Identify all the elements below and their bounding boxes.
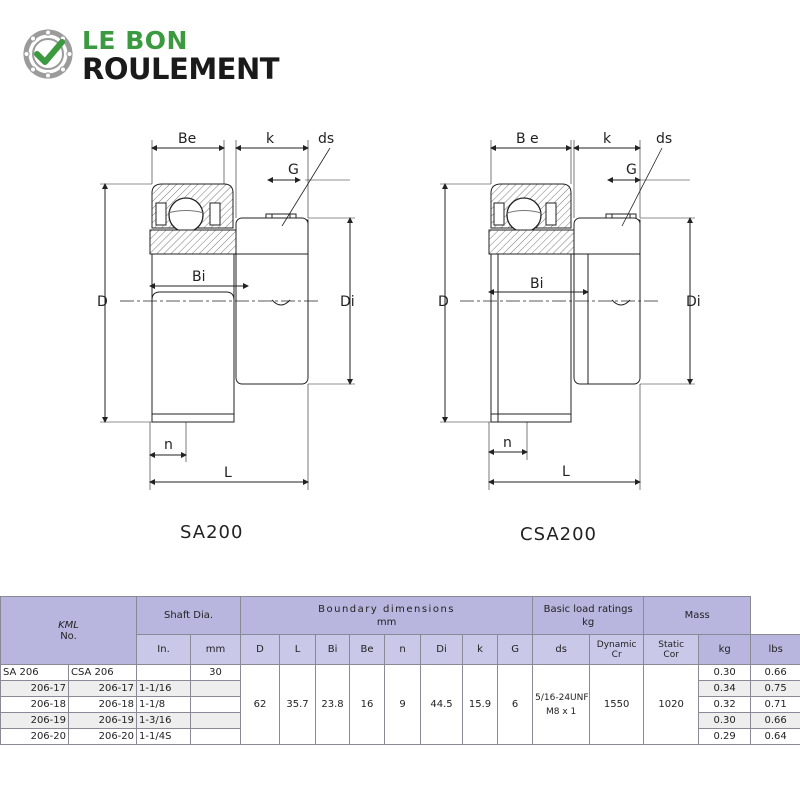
ball-2 [507, 198, 541, 232]
label-L: L [224, 465, 232, 481]
cell-ds-imperial: 5/16-24UNF [535, 692, 589, 703]
label-Bi-2: Bi [530, 276, 544, 292]
cell-lbs: 0.66 [751, 713, 800, 729]
cell-Be: 16 [350, 665, 385, 745]
cell-kg: 0.34 [699, 681, 751, 697]
ball [169, 198, 203, 232]
cell-kg: 0.30 [699, 665, 751, 681]
header-load-title: Basic load ratings [543, 603, 633, 615]
label-G: G [288, 162, 299, 178]
header-shaft: Shaft Dia. [137, 597, 241, 635]
cell-lbs: 0.66 [751, 665, 800, 681]
label-Di-2: Di [686, 294, 701, 310]
label-ds: ds [318, 131, 335, 147]
cell-sa: 206-20 [1, 729, 69, 745]
subheader-D: D [241, 635, 280, 665]
subheader-static-sym: Cor [663, 649, 679, 660]
subheader-Di: Di [421, 635, 463, 665]
label-Be: Be [178, 131, 197, 147]
cell-kg: 0.29 [699, 729, 751, 745]
header-load-unit: kg [582, 616, 595, 628]
subheader-G: G [498, 635, 533, 665]
cell-sa: 206-17 [1, 681, 69, 697]
header-boundary-unit: mm [376, 616, 397, 628]
cell-cor: 1020 [644, 665, 699, 745]
cell-lbs: 0.71 [751, 697, 800, 713]
cell-Di: 44.5 [421, 665, 463, 745]
cell-csa: 206-20 [69, 729, 137, 745]
cell-mm [191, 681, 241, 697]
cell-csa: CSA 206 [69, 665, 137, 681]
label-D: D [97, 294, 108, 310]
cell-ds-metric: M8 x 1 [546, 706, 577, 717]
subheader-kg: kg [699, 635, 751, 665]
label-ds-2: ds [656, 131, 673, 147]
cell-inch: 1-1/4S [137, 729, 191, 745]
subheader-dynamic-sym: Cr [611, 649, 622, 660]
header-kml-no: No. [60, 630, 77, 642]
cell-mm: 30 [191, 665, 241, 681]
cell-inch [137, 665, 191, 681]
label-Bi: Bi [192, 269, 206, 285]
label-G-2: G [626, 162, 637, 178]
label-k-2: k [603, 131, 612, 147]
label-Be-2: B e [516, 131, 539, 147]
table-row [1, 665, 800, 681]
subheader-L: L [280, 635, 316, 665]
cell-lbs: 0.75 [751, 681, 800, 697]
cell-cr: 1550 [590, 665, 644, 745]
header-mass: Mass [644, 597, 751, 635]
cell-sa: 206-19 [1, 713, 69, 729]
label-Di: Di [340, 294, 355, 310]
header-boundary [241, 597, 533, 635]
subheader-k: k [463, 635, 498, 665]
cell-csa: 206-19 [69, 713, 137, 729]
cell-kg: 0.30 [699, 713, 751, 729]
header-kml-brand: KML [58, 619, 79, 631]
logo-line-2: ROULEMENT [82, 52, 280, 86]
logo-line-1: LE BON [82, 26, 188, 55]
subheader-static [644, 635, 699, 665]
cell-inch: 1-1/16 [137, 681, 191, 697]
label-L-2: L [562, 464, 570, 480]
cell-ds [533, 665, 590, 745]
cell-n: 9 [385, 665, 421, 745]
cell-mm [191, 729, 241, 745]
cell-Bi: 23.8 [316, 665, 350, 745]
header-kml [1, 597, 137, 665]
subheader-dynamic [590, 635, 644, 665]
cell-mm [191, 713, 241, 729]
header-load [533, 597, 644, 635]
subheader-n: n [385, 635, 421, 665]
label-k: k [266, 131, 275, 147]
diagram-sa200 [100, 140, 355, 490]
subheader-static-label: Static [658, 639, 685, 650]
cell-k: 15.9 [463, 665, 498, 745]
label-n-2: n [503, 435, 512, 451]
cell-L: 35.7 [280, 665, 316, 745]
label-D-2: D [438, 294, 449, 310]
subheader-Bi: Bi [316, 635, 350, 665]
cell-mm [191, 697, 241, 713]
cell-csa: 206-17 [69, 681, 137, 697]
cell-sa: 206-18 [1, 697, 69, 713]
cell-kg: 0.32 [699, 697, 751, 713]
caption-csa200: CSA200 [520, 524, 597, 545]
cell-csa: 206-18 [69, 697, 137, 713]
diagram-csa200 [440, 140, 695, 490]
cell-inch: 1-3/16 [137, 713, 191, 729]
subheader-in: In. [137, 635, 191, 665]
cell-lbs: 0.64 [751, 729, 800, 745]
cell-sa: SA 206 [1, 665, 69, 681]
caption-sa200: SA200 [180, 522, 244, 543]
subheader-lbs: lbs [751, 635, 800, 665]
subheader-mm: mm [191, 635, 241, 665]
cell-inch: 1-1/8 [137, 697, 191, 713]
subheader-Be: Be [350, 635, 385, 665]
subheader-ds: ds [533, 635, 590, 665]
subheader-dynamic-label: Dynamic [596, 639, 637, 650]
cell-G: 6 [498, 665, 533, 745]
cell-D: 62 [241, 665, 280, 745]
label-n: n [164, 437, 173, 453]
spec-table [0, 596, 800, 745]
header-boundary-title: Boundary dimensions [318, 603, 456, 615]
